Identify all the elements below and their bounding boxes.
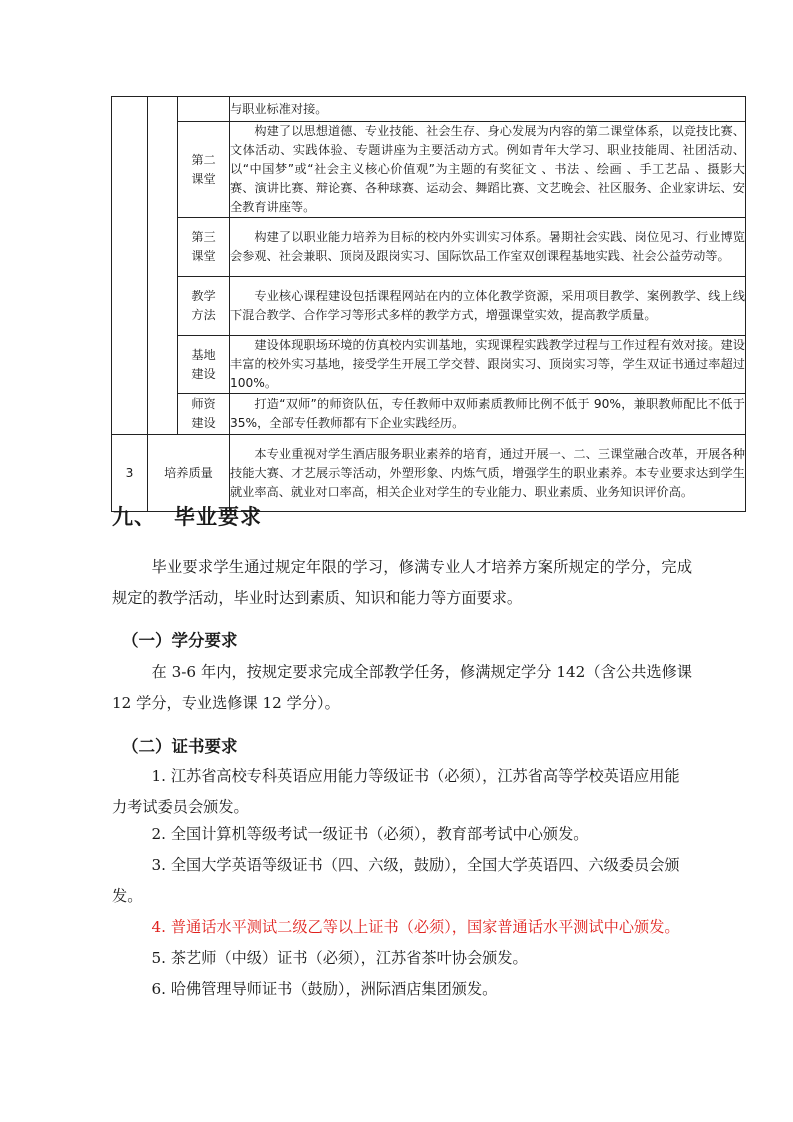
- row-content: 构建了以思想道德、专业技能、社会生存、身心发展为内容的第二课堂体系，以竞技比赛、文体活动、实践体验、专题讲座为主要活动方式。例如青年大学习、职业技能周、社团活动、以“中国梦”或“社会主义核心价值观”为主题的有奖征文 、书法 、绘画 、手工艺品 、摄影大赛、演讲比赛、辩论赛、各种球赛、运动会、舞蹈比赛、文艺晚会、社区服务、企业家讲坛、安全教育讲座等。: [230, 122, 746, 218]
- table-row: [112, 336, 746, 394]
- category-label: 建设: [191, 416, 216, 430]
- certificate-item: 6. 哈佛管理导师证书（鼓励），洲际酒店集团颁发。: [151, 980, 498, 998]
- category-cell: [178, 218, 230, 277]
- table-row: [112, 394, 746, 435]
- section-intro: 毕业要求学生通过规定年限的学习，修满专业人才培养方案所规定的学分，完成规定的教学活动，毕业时达到素质、知识和能力等方面要求。: [112, 558, 692, 607]
- category-cell: [178, 394, 230, 435]
- certificate-item-highlighted: 4. 普通话水平测试二级乙等以上证书（必须），国家普通话水平测试中心颁发。: [151, 918, 680, 936]
- row-content: 专业核心课程建设包括课程网站在内的立体化教学资源，采用项目教学、案例教学、线上线下混合教学、合作学习等形式多样的教学方式，增强课堂实效，提高教学质量。: [230, 277, 746, 336]
- category-label: 师资: [191, 397, 216, 411]
- row-content: 构建了以职业能力培养为目标的校内外实训实习体系。暑期社会实践、岗位见习、行业博览会参观、社会兼职、顶岗及跟岗实习、国际饮品工作室双创课程基地实践、社会公益劳动等。: [230, 218, 746, 277]
- training-plan-table: [111, 96, 746, 512]
- index-cell: [112, 97, 148, 435]
- table-row: [112, 277, 746, 336]
- category-cell: [178, 122, 230, 218]
- subheading-credits: （一）学分要求: [122, 631, 238, 650]
- category-cell: [178, 97, 230, 122]
- subcategory-cell: [148, 97, 178, 435]
- quality-index-cell: 3: [112, 435, 148, 512]
- quality-label-cell: 培养质量: [148, 435, 230, 512]
- certificate-item: 3. 全国大学英语等级证书（四、六级，鼓励），全国大学英语四、六级委员会颁发。: [112, 856, 680, 905]
- category-cell: [178, 336, 230, 394]
- category-label: 第二: [191, 152, 216, 167]
- table-row: [112, 218, 746, 277]
- section-title: 毕业要求: [174, 505, 262, 529]
- row-content: 与职业标准对接。: [230, 97, 746, 122]
- table-row: [112, 435, 746, 512]
- category-label: 第三: [191, 230, 216, 244]
- credits-text: 在 3-6 年内，按规定要求完成全部教学任务，修满规定学分 142（含公共选修课 12 学分，专业选修课 12 学分）。: [112, 663, 692, 712]
- certificate-item: 5. 茶艺师（中级）证书（必须），江苏省茶叶协会颁发。: [151, 949, 528, 967]
- category-label: 建设: [191, 366, 216, 381]
- section-heading: [112, 501, 262, 531]
- table-row: [112, 122, 746, 218]
- category-label: 教学: [191, 289, 216, 303]
- category-label: 课堂: [191, 249, 216, 263]
- category-label: 课堂: [191, 171, 216, 186]
- category-label: 方法: [191, 308, 216, 322]
- certificate-item: 1. 江苏省高校专科英语应用能力等级证书（必须），江苏省高等学校英语应用能力考试委员会颁发。: [112, 767, 680, 816]
- row-content: 建设体现职场环境的仿真校内实训基地，实现课程实践教学过程与工作过程有效对接。建设丰富的校外实习基地，接受学生开展工学交替、跟岗实习、顶岗实习等，学生双证书通过率超过 100%。: [230, 336, 746, 394]
- row-content: 打造“双师”的师资队伍，专任教师中双师素质教师比例不低于 90%，兼职教师配比不低于 35%，全部专任教师都有下企业实践经历。: [230, 394, 746, 435]
- subheading-certificates: （二）证书要求: [122, 737, 238, 756]
- table-row: [112, 97, 746, 122]
- certificate-item: 2. 全国计算机等级考试一级证书（必须），教育部考试中心颁发。: [151, 825, 589, 843]
- category-cell: [178, 277, 230, 336]
- category-label: 基地: [191, 347, 216, 362]
- section-number: 九、: [112, 505, 156, 529]
- quality-content: 本专业重视对学生酒店服务职业素养的培育，通过开展一、二、三课堂融合改革，开展各种技能大赛、才艺展示等活动，外塑形象、内炼气质，增强学生的职业素养。本专业要求达到学生就业率高、就业对口率高，相关企业对学生的专业能力、职业素质、业务知识评价高。: [230, 435, 746, 512]
